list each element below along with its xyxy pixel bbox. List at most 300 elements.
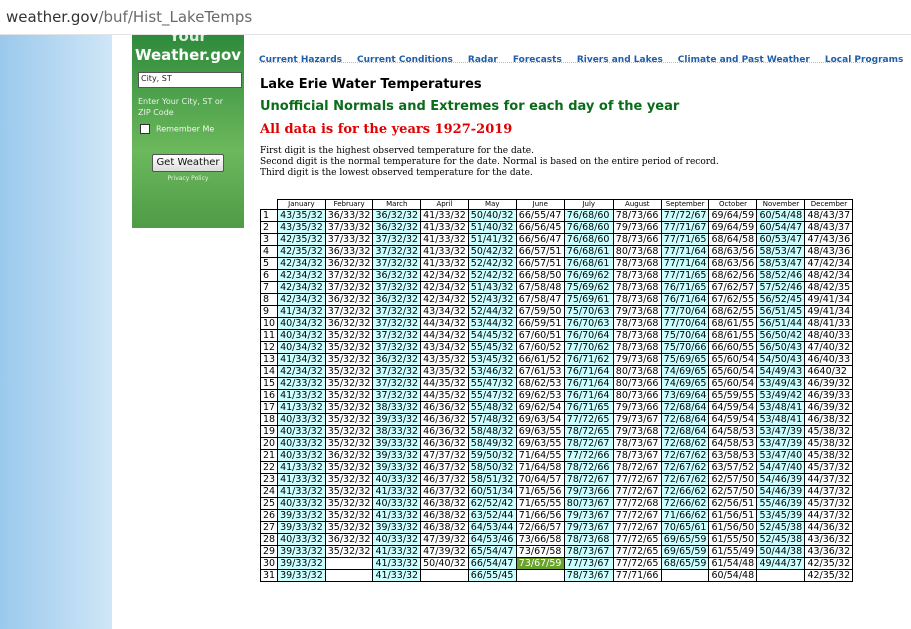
day-number: 13	[261, 354, 278, 366]
temp-cell: 42/34/32	[278, 270, 326, 282]
temp-cell: 64/59/54	[709, 402, 757, 414]
day-number: 7	[261, 282, 278, 294]
weather-gov-logo[interactable]	[132, 27, 244, 65]
day-number: 22	[261, 462, 278, 474]
page-content	[112, 27, 911, 629]
logo-text: Weather.gov	[134, 46, 242, 64]
temp-cell: 55/46/39	[757, 498, 805, 510]
temp-cell: 77/72/67	[661, 210, 709, 222]
temp-cell: 77/71/65	[661, 270, 709, 282]
page-title: Lake Erie Water Temperatures	[260, 77, 482, 92]
temp-cell: 37/32/32	[325, 306, 373, 318]
temp-cell: 36/32/32	[325, 258, 373, 270]
temp-cell: 53/49/43	[757, 378, 805, 390]
day-number: 12	[261, 342, 278, 354]
temp-cell: 46/36/32	[421, 414, 469, 426]
temp-cell: 78/73/66	[613, 210, 661, 222]
day-number: 9	[261, 306, 278, 318]
temp-cell: 66/56/45	[516, 222, 564, 234]
temp-cell: 77/72/65	[613, 558, 661, 570]
temp-cell: 41/33/32	[421, 234, 469, 246]
temp-cell: 75/69/65	[661, 354, 709, 366]
temp-cell: 69/63/55	[516, 426, 564, 438]
temp-cell: 35/32/32	[325, 414, 373, 426]
nav-link-local-programs[interactable]: Local Programs	[824, 55, 904, 65]
logo-top-text: Your	[169, 27, 207, 45]
temp-cell: 51/40/32	[468, 222, 516, 234]
temp-cell: 73/67/59	[516, 558, 564, 570]
temp-cell: 35/32/32	[325, 510, 373, 522]
temp-cell: 45/38/32	[805, 450, 853, 462]
temp-cell: 36/33/32	[325, 210, 373, 222]
temp-cell: 42/34/32	[278, 366, 326, 378]
temp-cell: 41/34/32	[278, 354, 326, 366]
temp-cell: 76/68/60	[564, 222, 613, 234]
nav-link-radar[interactable]: Radar	[467, 55, 498, 65]
temp-cell: 40/33/32	[278, 534, 326, 546]
temp-cell: 73/69/64	[661, 390, 709, 402]
temp-cell: 76/71/65	[564, 402, 613, 414]
day-number: 3	[261, 234, 278, 246]
temp-cell: 53/47/39	[757, 426, 805, 438]
temp-cell: 46/38/32	[421, 522, 469, 534]
temp-cell: 44/34/32	[421, 330, 469, 342]
temp-cell: 41/33/32	[373, 486, 421, 498]
temp-cell: 47/43/36	[805, 234, 853, 246]
temp-cell: 47/37/32	[421, 450, 469, 462]
temp-cell: 50/40/32	[468, 210, 516, 222]
table-row	[261, 510, 853, 522]
day-number: 30	[261, 558, 278, 570]
table-row	[261, 246, 853, 258]
day-number: 26	[261, 510, 278, 522]
temp-cell: 35/32/32	[325, 354, 373, 366]
temp-cell: 48/40/33	[805, 330, 853, 342]
temp-cell: 75/69/62	[564, 282, 613, 294]
temp-cell: 55/47/32	[468, 390, 516, 402]
table-row	[261, 570, 853, 582]
temp-cell: 58/53/47	[757, 258, 805, 270]
month-header-october: October	[709, 200, 757, 210]
temp-cell: 39/33/32	[373, 450, 421, 462]
temp-cell: 72/67/62	[661, 474, 709, 486]
temp-cell: 52/44/32	[468, 306, 516, 318]
temp-cell: 67/58/47	[516, 294, 564, 306]
temp-cell: 78/73/67	[613, 438, 661, 450]
temp-cell: 40/34/32	[278, 342, 326, 354]
temp-cell: 58/51/32	[468, 474, 516, 486]
remember-me[interactable]	[140, 124, 214, 134]
temp-cell: 77/72/68	[613, 498, 661, 510]
temp-cell: 60/51/34	[468, 486, 516, 498]
temp-cell: 37/33/32	[325, 234, 373, 246]
temp-cell: 61/55/50	[709, 534, 757, 546]
temp-cell: 67/61/53	[516, 366, 564, 378]
day-number: 23	[261, 474, 278, 486]
temp-cell: 39/33/32	[278, 522, 326, 534]
temp-cell: 78/73/68	[613, 318, 661, 330]
page-background-left	[0, 35, 112, 629]
temp-cell: 61/56/51	[709, 510, 757, 522]
temp-cell: 74/69/65	[661, 366, 709, 378]
url-text[interactable]	[6, 8, 252, 26]
temp-cell: 39/33/32	[278, 558, 326, 570]
temp-cell: 43/35/32	[278, 210, 326, 222]
get-weather-button[interactable]: Get Weather	[152, 154, 224, 172]
temp-cell: 39/33/32	[278, 510, 326, 522]
temp-cell: 39/33/32	[373, 522, 421, 534]
temp-cell: 41/34/32	[278, 306, 326, 318]
month-header-april: April	[421, 200, 469, 210]
temp-cell: 42/35/32	[805, 570, 853, 582]
day-number: 16	[261, 390, 278, 402]
temp-cell: 52/45/38	[757, 534, 805, 546]
temp-cell: 36/32/32	[373, 222, 421, 234]
temp-cell: 62/56/51	[709, 498, 757, 510]
temp-cell: 56/50/42	[757, 330, 805, 342]
temp-cell: 36/32/32	[325, 294, 373, 306]
temp-cell: 53/45/39	[757, 510, 805, 522]
temp-cell: 78/72/67	[564, 438, 613, 450]
temp-cell: 64/58/53	[709, 438, 757, 450]
temp-cell: 52/42/32	[468, 258, 516, 270]
temp-cell: 44/35/32	[421, 390, 469, 402]
temp-cell: 46/38/32	[805, 414, 853, 426]
temp-cell: 60/54/47	[757, 222, 805, 234]
temp-cell: 53/44/32	[468, 318, 516, 330]
temp-cell: 49/41/34	[805, 306, 853, 318]
temp-cell: 76/70/63	[564, 318, 613, 330]
temp-cell: 65/59/55	[709, 390, 757, 402]
temp-cell: 36/32/32	[373, 210, 421, 222]
temp-cell: 41/33/32	[373, 546, 421, 558]
temp-cell: 56/50/43	[757, 342, 805, 354]
day-number: 19	[261, 426, 278, 438]
day-number: 8	[261, 294, 278, 306]
temp-cell: 79/73/68	[613, 354, 661, 366]
temp-cell: 36/33/32	[325, 246, 373, 258]
temp-cell: 43/34/32	[421, 306, 469, 318]
temp-cell: 41/33/32	[421, 210, 469, 222]
temp-cell: 37/32/32	[373, 378, 421, 390]
temp-cell: 42/35/32	[805, 558, 853, 570]
temp-cell: 43/35/32	[421, 354, 469, 366]
temp-cell: 37/32/32	[325, 282, 373, 294]
temp-cell: 69/64/59	[709, 210, 757, 222]
temp-cell: 46/37/32	[421, 462, 469, 474]
table-row	[261, 474, 853, 486]
temp-cell: 41/33/32	[278, 474, 326, 486]
temp-cell: 77/71/67	[661, 222, 709, 234]
temp-cell: 52/43/32	[468, 294, 516, 306]
table-row	[261, 282, 853, 294]
temp-cell: 49/44/37	[757, 558, 805, 570]
temp-cell: 35/32/32	[325, 438, 373, 450]
temp-cell: 37/32/32	[373, 342, 421, 354]
temp-cell: 78/72/67	[613, 462, 661, 474]
temp-cell: 76/68/60	[564, 210, 613, 222]
temp-cell: 58/53/47	[757, 246, 805, 258]
temp-cell: 51/43/32	[468, 282, 516, 294]
temp-cell: 65/60/54	[709, 378, 757, 390]
temp-cell: 66/59/51	[516, 318, 564, 330]
temp-cell: 48/41/33	[805, 318, 853, 330]
temp-cell: 71/64/58	[516, 462, 564, 474]
temp-cell: 48/43/37	[805, 222, 853, 234]
temp-cell: 41/33/32	[421, 258, 469, 270]
temp-cell: 56/51/45	[757, 306, 805, 318]
temp-cell: 46/37/32	[421, 474, 469, 486]
temp-cell: 69/63/55	[516, 438, 564, 450]
temp-cell: 77/72/66	[564, 450, 613, 462]
temp-cell: 40/33/32	[278, 414, 326, 426]
temp-cell: 71/65/56	[516, 486, 564, 498]
temp-cell: 79/73/66	[613, 402, 661, 414]
temp-cell: 55/48/32	[468, 402, 516, 414]
temp-cell: 64/59/54	[709, 414, 757, 426]
temp-cell: 77/71/64	[661, 258, 709, 270]
temp-cell: 78/73/67	[613, 450, 661, 462]
temp-cell: 37/32/32	[373, 258, 421, 270]
temp-cell: 78/73/68	[564, 534, 613, 546]
temp-cell: 69/64/59	[709, 222, 757, 234]
day-number: 10	[261, 318, 278, 330]
location-sidebar	[132, 27, 244, 228]
table-row	[261, 402, 853, 414]
temp-cell: 66/55/47	[516, 210, 564, 222]
temp-cell: 35/32/32	[325, 486, 373, 498]
temp-cell: 42/35/32	[278, 234, 326, 246]
temp-cell: 53/49/42	[757, 390, 805, 402]
temp-cell: 77/70/64	[661, 306, 709, 318]
day-number: 5	[261, 258, 278, 270]
temp-cell: 77/72/67	[613, 474, 661, 486]
temp-cell: 80/73/68	[613, 366, 661, 378]
month-header-january: January	[278, 200, 326, 210]
temp-cell: 54/50/43	[757, 354, 805, 366]
temp-cell: 54/46/39	[757, 474, 805, 486]
temp-cell: 39/33/32	[278, 546, 326, 558]
day-number: 11	[261, 330, 278, 342]
temp-cell: 43/36/32	[805, 546, 853, 558]
temp-cell: 75/69/61	[564, 294, 613, 306]
privacy-policy-link[interactable]: Privacy Policy	[167, 175, 209, 182]
temp-cell: 69/65/59	[661, 546, 709, 558]
temp-cell: 67/58/48	[516, 282, 564, 294]
temp-cell: 75/70/66	[661, 342, 709, 354]
day-number: 24	[261, 486, 278, 498]
temp-cell: 40/33/32	[278, 498, 326, 510]
temp-cell: 4640/32	[805, 366, 853, 378]
temp-cell: 41/33/32	[373, 570, 421, 582]
temp-cell: 35/32/32	[325, 462, 373, 474]
temp-cell: 69/63/54	[516, 414, 564, 426]
temp-cell: 77/72/67	[613, 510, 661, 522]
temp-cell: 52/45/38	[757, 522, 805, 534]
table-header-row	[261, 200, 853, 210]
temp-cell: 78/73/68	[613, 270, 661, 282]
temp-cell: 41/33/32	[373, 558, 421, 570]
temp-cell: 35/32/32	[325, 474, 373, 486]
temp-cell: 78/73/67	[564, 570, 613, 582]
temp-cell: 72/66/57	[516, 522, 564, 534]
temp-cell: 74/69/65	[661, 378, 709, 390]
temp-cell: 78/73/66	[613, 234, 661, 246]
table-row	[261, 210, 853, 222]
temp-cell: 43/35/32	[278, 222, 326, 234]
water-temperature-table	[260, 199, 853, 582]
day-number: 20	[261, 438, 278, 450]
nav-link-climate-and-past-weather[interactable]: Climate and Past Weather	[677, 55, 810, 65]
temp-cell: 40/33/32	[373, 498, 421, 510]
temp-cell: 66/58/50	[516, 270, 564, 282]
temp-cell: 40/33/32	[373, 534, 421, 546]
month-header-may: May	[468, 200, 516, 210]
temp-cell: 54/46/39	[757, 486, 805, 498]
temp-cell: 35/32/32	[325, 390, 373, 402]
temp-cell: 76/71/64	[661, 294, 709, 306]
city-input[interactable]: City, ST	[138, 72, 242, 88]
url-path: /buf/Hist_LakeTemps	[98, 8, 253, 26]
temp-cell: 36/32/32	[373, 294, 421, 306]
temp-cell: 68/62/53	[516, 378, 564, 390]
table-row	[261, 354, 853, 366]
remember-me-label: Remember Me	[156, 124, 215, 134]
temp-cell	[325, 570, 373, 582]
temp-cell: 41/33/32	[373, 510, 421, 522]
temp-cell: 63/58/53	[709, 450, 757, 462]
nav-link-current-conditions[interactable]: Current Conditions	[357, 55, 453, 65]
nav-link-current-hazards[interactable]: Current Hazards	[259, 55, 342, 65]
temp-cell: 64/53/46	[468, 534, 516, 546]
temp-cell: 60/54/48	[757, 210, 805, 222]
temp-cell: 67/60/51	[516, 330, 564, 342]
temp-cell: 60/54/48	[709, 570, 757, 582]
nav-link-rivers-and-lakes[interactable]: Rivers and Lakes	[576, 55, 663, 65]
month-header-december: December	[805, 200, 853, 210]
month-header-september: September	[661, 200, 709, 210]
temp-cell: 46/36/32	[421, 402, 469, 414]
temp-cell: 79/73/66	[613, 222, 661, 234]
temp-cell: 68/61/55	[709, 330, 757, 342]
temp-cell: 79/73/67	[613, 414, 661, 426]
temp-cell: 66/56/47	[516, 234, 564, 246]
temp-cell: 40/33/32	[278, 450, 326, 462]
temp-cell: 78/73/68	[613, 294, 661, 306]
temp-cell: 42/34/32	[278, 294, 326, 306]
temp-cell: 80/73/66	[613, 378, 661, 390]
temp-cell: 46/39/32	[805, 402, 853, 414]
temp-cell: 70/64/57	[516, 474, 564, 486]
day-number: 17	[261, 402, 278, 414]
temp-cell: 47/42/34	[805, 258, 853, 270]
temp-cell: 76/68/61	[564, 258, 613, 270]
temp-cell: 78/72/65	[564, 426, 613, 438]
temp-cell: 61/55/49	[709, 546, 757, 558]
day-number: 29	[261, 546, 278, 558]
remember-me-checkbox[interactable]	[140, 124, 150, 134]
temp-cell: 62/57/50	[709, 486, 757, 498]
temp-cell: 66/61/52	[516, 354, 564, 366]
day-header	[261, 200, 278, 210]
temp-cell: 75/70/63	[564, 306, 613, 318]
url-host: weather.gov	[6, 8, 99, 26]
temp-cell: 42/34/32	[421, 270, 469, 282]
temp-cell: 35/32/32	[325, 498, 373, 510]
temp-cell: 40/33/32	[373, 474, 421, 486]
day-number: 15	[261, 378, 278, 390]
temp-cell: 70/65/61	[661, 522, 709, 534]
temp-cell: 73/66/58	[516, 534, 564, 546]
table-row	[261, 438, 853, 450]
table-row	[261, 534, 853, 546]
day-number: 2	[261, 222, 278, 234]
day-number: 6	[261, 270, 278, 282]
temp-cell: 75/70/64	[661, 330, 709, 342]
temp-cell: 66/55/45	[468, 570, 516, 582]
temp-cell: 63/57/52	[709, 462, 757, 474]
temp-cell: 43/34/32	[421, 342, 469, 354]
temp-cell: 76/71/64	[564, 378, 613, 390]
temp-cell: 37/32/32	[373, 330, 421, 342]
temp-cell: 80/73/68	[613, 246, 661, 258]
temp-cell: 46/39/33	[805, 390, 853, 402]
temp-cell: 67/59/50	[516, 306, 564, 318]
temp-cell: 79/73/68	[613, 306, 661, 318]
temp-cell: 38/33/32	[373, 426, 421, 438]
temp-cell: 50/40/32	[421, 558, 469, 570]
temp-cell: 37/33/32	[325, 222, 373, 234]
table-row	[261, 342, 853, 354]
day-number: 18	[261, 414, 278, 426]
temp-cell: 42/34/32	[278, 258, 326, 270]
temp-cell: 55/47/32	[468, 378, 516, 390]
temp-cell: 76/68/61	[564, 246, 613, 258]
temp-cell: 65/54/47	[468, 546, 516, 558]
temp-cell: 68/62/56	[709, 270, 757, 282]
temp-cell: 37/32/32	[373, 390, 421, 402]
temp-cell: 44/37/32	[805, 474, 853, 486]
table-row	[261, 330, 853, 342]
temp-cell: 72/67/62	[661, 462, 709, 474]
table-row	[261, 258, 853, 270]
temp-cell: 76/71/64	[564, 366, 613, 378]
month-header-march: March	[373, 200, 421, 210]
temp-cell: 45/37/32	[805, 462, 853, 474]
nav-link-forecasts[interactable]: Forecasts	[512, 55, 562, 65]
temp-cell: 79/73/68	[613, 426, 661, 438]
temp-cell: 46/39/32	[805, 378, 853, 390]
temp-cell: 52/42/32	[468, 270, 516, 282]
temp-cell: 64/53/44	[468, 522, 516, 534]
temp-cell: 71/65/55	[516, 498, 564, 510]
temp-cell: 78/73/68	[613, 330, 661, 342]
temp-cell: 63/52/44	[468, 510, 516, 522]
temp-cell: 36/32/32	[325, 534, 373, 546]
temp-cell: 50/42/32	[468, 246, 516, 258]
temp-cell: 41/33/32	[421, 222, 469, 234]
temp-cell: 51/41/32	[468, 234, 516, 246]
temp-cell: 67/62/57	[709, 282, 757, 294]
temp-cell: 65/60/54	[709, 354, 757, 366]
temp-cell: 45/37/32	[805, 498, 853, 510]
day-number: 1	[261, 210, 278, 222]
temp-cell: 61/56/50	[709, 522, 757, 534]
temp-cell: 59/50/32	[468, 450, 516, 462]
temp-cell: 53/47/40	[757, 450, 805, 462]
day-number: 4	[261, 246, 278, 258]
temp-cell: 35/32/32	[325, 402, 373, 414]
